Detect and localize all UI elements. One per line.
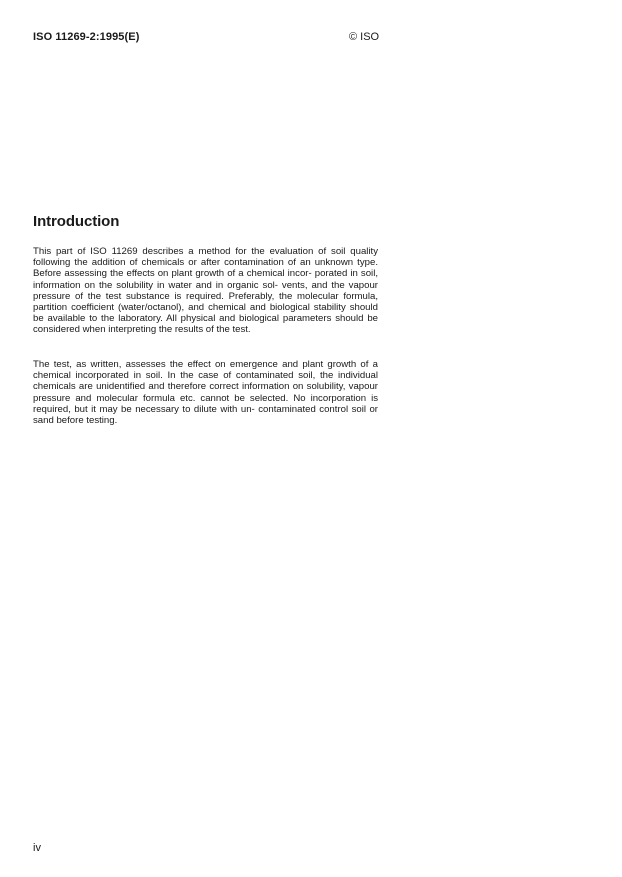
section-title: Introduction <box>33 213 120 230</box>
intro-paragraph-2: The test, as written, assesses the effect on emergence and plant growth of a chemical incorporated in soil. In the case of contaminated soil, the individual chemicals are unidentified and therefore correct information on solubility, vapour pressure and molecular formula etc. cannot be selected. No incorporation is required, but it may be necessary to dilute with un- contaminated control soil or sand before testing. <box>33 359 378 427</box>
page-number: iv <box>33 842 41 854</box>
intro-paragraph-1: This part of ISO 11269 describes a method for the evaluation of soil quality following the addition of chemicals or after contamination of an unknown type. Before assessing the effects on plant growth of a chemical incor- porated in soil, information on the solubility in water and in organic sol- vents, and the vapour pressure of the test substance is required. Preferably, the molecular formula, partition coefficient (water/octanol), and chemical and biological stability should be available to the laboratory. All physical and biological parameters should be considered when interpreting the results of the test. <box>33 246 378 336</box>
copyright-notice: © ISO <box>349 31 380 43</box>
standard-identifier: ISO 11269-2:1995(E) <box>33 31 140 43</box>
